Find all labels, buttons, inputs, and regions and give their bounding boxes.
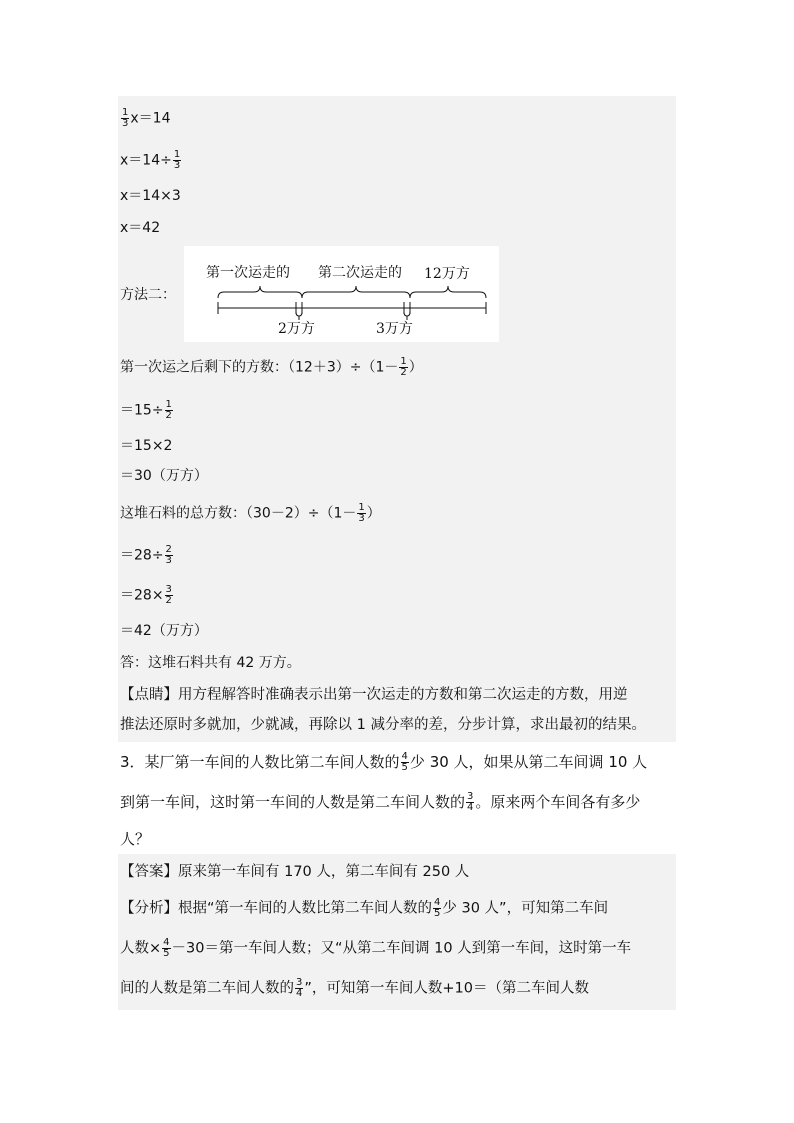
analysis-line-3: 间的人数是第二车间人数的 $\frac{3}{4}$ ”，可知第一车间人数+10＝（第二车间人数 [120,977,589,999]
fraction: $\frac{4}{5}$ [163,937,170,959]
fraction: $\frac{3}{4}$ [467,791,474,813]
question-3-line-3: 人？ [120,830,151,848]
segment-diagram [184,246,499,342]
diagram-label-remaining: 12万方 [424,266,470,282]
analysis-line-2: 人数× $\frac{4}{5}$ －30＝第一车间人数；又“从第二车间调 10 人到第一车间，这时第一车 [120,937,632,959]
diagram-label-second: 第二次运走的 [318,265,402,281]
question-3-line-2: 到第一车间，这时第一车间的人数是第二车间人数的 $\frac{3}{4}$ 。原来两个车间各有多少 [120,791,641,813]
fraction: $\frac{1}{2}$ [400,356,407,378]
equation-line-1: $\frac{1}{3}$ x＝14 [122,107,171,129]
fraction: $\frac{1}{3}$ [358,502,365,524]
fraction: $\frac{2}{3}$ [165,544,172,566]
fraction: $\frac{1}{3}$ [122,107,129,129]
fraction: $\frac{1}{2}$ [165,399,172,421]
equation-line-4: x＝42 [120,220,161,236]
calc-line-r2: ＝15×2 [120,438,173,454]
fraction: $\frac{3}{2}$ [165,584,172,606]
question-3-line-1: 3．某厂第一车间的人数比第二车间人数的 $\frac{4}{5}$ 少 30 人，如果从第二车间调 10 人 [120,751,648,773]
fraction: $\frac{1}{3}$ [173,149,181,171]
equation-line-3: x＝14×3 [120,188,181,204]
calc-line-r1: ＝15÷ $\frac{1}{2}$ [120,399,172,421]
calc-line-t1: ＝28÷ $\frac{2}{3}$ [120,544,172,566]
fraction: $\frac{4}{5}$ [434,897,441,919]
fraction: $\frac{4}{5}$ [401,751,408,773]
answer-3: 【答案】原来第一车间有 170 人，第二车间有 250 人 [120,864,470,880]
solution-background [118,96,676,742]
remaining-line: 第一次运之后剩下的方数：（12＋3）÷（1－ $\frac{1}{2}$ ） [120,356,423,378]
answer-line: 答：这堆石料共有 42 万方。 [120,655,301,671]
method-two-label: 方法二： [120,287,176,303]
calc-line-t3: ＝42（万方） [120,623,208,639]
equation-line-2: x＝14÷ $\frac{1}{3}$ [120,149,181,171]
calc-line-t2: ＝28× $\frac{3}{2}$ [120,584,172,606]
diagram-label-2: 2万方 [278,321,315,337]
total-line: 这堆石料的总方数：（30－2）÷（1－ $\frac{1}{3}$ ） [120,502,381,524]
diagram-label-3: 3万方 [376,321,413,337]
comment-line-1: 【点睛】用方程解答时准确表示出第一次运走的方数和第二次运走的方数，用逆 [120,687,628,703]
calc-line-r3: ＝30（万方） [120,468,208,484]
diagram-label-first: 第一次运走的 [206,265,290,281]
segment-lines [184,246,499,342]
analysis-line-1: 【分析】根据“第一车间的人数比第二车间人数的 $\frac{4}{5}$ 少 30 人”，可知第二车间 [120,897,609,919]
fraction: $\frac{3}{4}$ [296,977,303,999]
comment-line-2: 推法还原时多就加，少就减，再除以 1 减分率的差，分步计算，求出最初的结果。 [120,717,646,733]
